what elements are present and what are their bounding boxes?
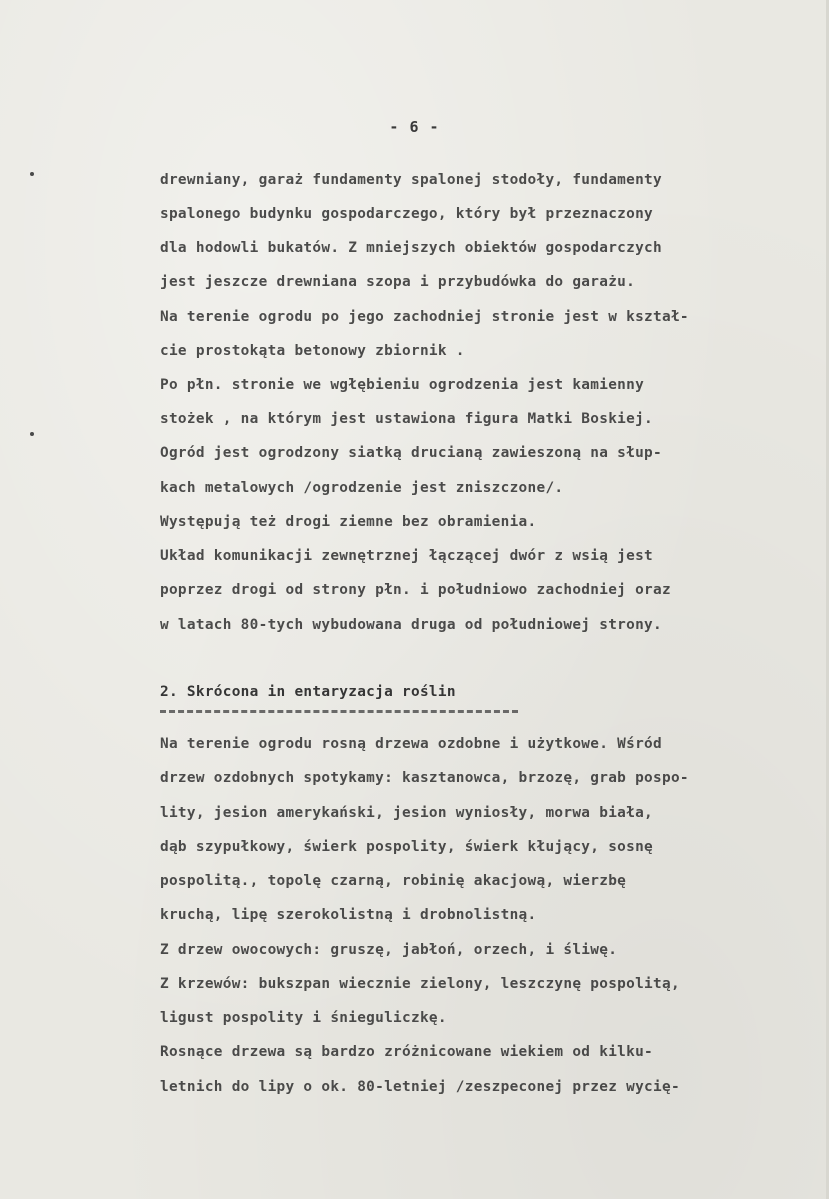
text-line: Z drzew owocowych: gruszę, jabłoń, orzech, i śliwę. (160, 942, 618, 958)
text-line: spalonego budynku gospodarczego, który był przeznaczony (160, 206, 654, 222)
margin-mark (30, 432, 34, 436)
text-line: w latach 80-tych wybudowana druga od południowej strony. (160, 617, 662, 633)
text-line: Na terenie ogrodu po jego zachodniej stronie jest w kształ- (160, 309, 689, 325)
text-line: Układ komunikacji zewnętrznej łączącej dwór z wsią jest (160, 548, 654, 564)
text-line: cie prostokąta betonowy zbiornik . (160, 343, 465, 359)
text-line: Występują też drogi ziemne bez obramienia. (160, 514, 537, 530)
text-line: Po płn. stronie we wgłębieniu ogrodzenia jest kamienny (160, 377, 645, 393)
text-line: ligust pospolity i śnieguliczkę. (160, 1010, 447, 1026)
text-line: Ogród jest ogrodzony siatką drucianą zawieszoną na słup- (160, 445, 662, 461)
text-line: lity, jesion amerykański, jesion wyniosły, morwa biała, (160, 805, 654, 821)
text-line: drzew ozdobnych spotykamy: kasztanowca, brzozę, grab pospo- (160, 770, 689, 786)
margin-mark (30, 172, 34, 176)
text-line: kach metalowych /ogrodzenie jest zniszczone/. (160, 480, 564, 496)
text-line: dąb szypułkowy, świerk pospolity, świerk kłujący, sosnę (160, 839, 654, 855)
text-line: jest jeszcze drewniana szopa i przybudówka do garażu. (160, 274, 636, 290)
text-line: pospolitą., topolę czarną, robinię akacjową, wierzbę (160, 873, 627, 889)
text-line: letnich do lipy o ok. 80-letniej /zeszpeconej przez wycię- (160, 1079, 680, 1095)
heading-underline (160, 710, 518, 713)
page-number: - 6 - (389, 118, 440, 136)
text-line: Z krzewów: bukszpan wiecznie zielony, leszczynę pospolitą, (160, 976, 680, 992)
section-heading: 2. Skrócona in entaryzacja roślin (160, 684, 456, 700)
text-line: stożek , na którym jest ustawiona figura Matki Boskiej. (160, 411, 654, 427)
text-line: drewniany, garaż fundamenty spalonej stodoły, fundamenty (160, 172, 662, 188)
text-line: dla hodowli bukatów. Z mniejszych obiektów gospodarczych (160, 240, 662, 256)
text-line: Na terenie ogrodu rosną drzewa ozdobne i użytkowe. Wśród (160, 736, 662, 752)
text-line: poprzez drogi od strony płn. i południowo zachodniej oraz (160, 582, 671, 598)
text-line: kruchą, lipę szerokolistną i drobnolistną. (160, 907, 537, 923)
text-line: Rosnące drzewa są bardzo zróżnicowane wiekiem od kilku- (160, 1044, 654, 1060)
